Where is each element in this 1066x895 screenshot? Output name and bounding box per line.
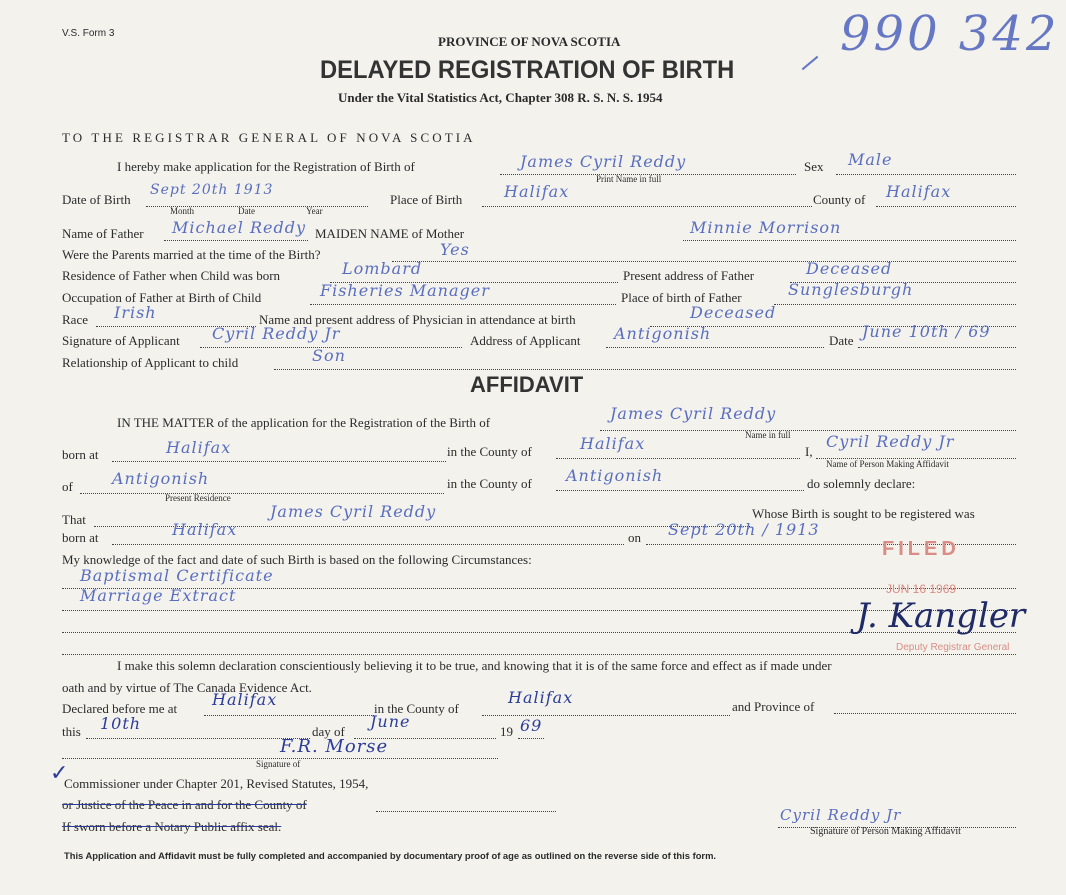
this-line — [86, 738, 310, 739]
signature-value: Cyril Reddy Jr — [212, 324, 341, 343]
residence-caption: Present Residence — [165, 493, 231, 503]
notary-line: If sworn before a Notary Public affix seal. — [62, 819, 282, 834]
county-of-2-label: in the County of — [447, 476, 532, 491]
solemn-declaration-line-1: I make this solemn declaration conscientiously believing it to be true, and knowing that it is of the same force and effect as if made under — [117, 658, 832, 673]
footer-note: This Application and Affidavit must be fully completed and accompanied by documentary proof of age as outlined on the reverse side of this form. — [64, 850, 717, 861]
mother-label: MAIDEN NAME of Mother — [315, 226, 465, 241]
that-value: James Cyril Reddy — [270, 502, 437, 521]
affidavit-matter: IN THE MATTER of the application for the Registration of the Birth of — [117, 415, 491, 430]
affiant-signature: Cyril Reddy Jr — [780, 806, 902, 824]
affidavit-heading: AFFIDAVIT — [470, 372, 584, 397]
county-line — [876, 206, 1016, 207]
affiant-caption: Name of Person Making Affidavit — [826, 459, 949, 469]
father-value: Michael Reddy — [172, 218, 307, 237]
registrar-signature: J. Kangler — [856, 596, 1026, 636]
justice-line: or Justice of the Peace in and for the County of — [62, 797, 307, 812]
residence-label: Residence of Father when Child was born — [62, 268, 281, 283]
form-subtitle: Under the Vital Statistics Act, Chapter 308 R. S. N. S. 1954 — [338, 90, 663, 105]
form-number: V.S. Form 3 — [62, 28, 115, 39]
day-of-value: June — [370, 712, 411, 731]
residence-value: Lombard — [342, 259, 423, 278]
present-address-label: Present address of Father — [623, 268, 755, 283]
relationship-line — [274, 369, 1016, 370]
that-label: That — [62, 512, 86, 527]
circumstance-line-4 — [62, 654, 1016, 655]
year-caption: Year — [306, 206, 323, 216]
married-value: Yes — [440, 240, 470, 259]
county-label: County of — [813, 192, 866, 207]
declared-line — [204, 715, 374, 716]
father-line — [164, 240, 308, 241]
affiant-name-value: Cyril Reddy Jr — [826, 432, 955, 451]
commissioner-signature: F.R. Morse — [280, 736, 389, 757]
dob-label: Date of Birth — [62, 192, 131, 207]
father-birthplace-value: Sunglesburgh — [788, 280, 914, 299]
date-label: Date — [829, 333, 854, 348]
province-of-line — [834, 713, 1016, 714]
declared-label: Declared before me at — [62, 701, 178, 716]
sex-label: Sex — [804, 159, 824, 174]
county-of-line — [556, 458, 800, 459]
dob-value: Sept 20th 1913 — [150, 182, 274, 198]
applicant-address-value: Antigonish — [614, 324, 712, 343]
occupation-line — [310, 304, 616, 305]
check-mark-icon: ✓ — [50, 760, 69, 785]
born-at-label: born at — [62, 447, 99, 462]
sex-value: Male — [848, 150, 893, 169]
affiant-i-label: I, — [805, 444, 813, 459]
on-line — [646, 544, 1016, 545]
county-of-3-label: in the County of — [374, 701, 459, 716]
circumstance-2: Marriage Extract — [80, 586, 237, 605]
month-caption: Month — [170, 206, 195, 216]
knowledge-text: My knowledge of the fact and date of such Birth is based on the following Circumstances: — [62, 552, 532, 567]
on-label: on — [628, 530, 641, 545]
physician-label: Name and present address of Physician in attendance at birth — [259, 312, 576, 327]
married-label: Were the Parents married at the time of the Birth? — [62, 247, 321, 262]
applicant-address-label: Address of Applicant — [470, 333, 581, 348]
occupation-value: Fisheries Manager — [320, 281, 490, 300]
county-of-value: Halifax — [580, 434, 646, 453]
this-label: this — [62, 724, 81, 739]
born-at-line — [112, 461, 446, 462]
declared-value: Halifax — [212, 690, 278, 709]
born-at-value: Halifax — [166, 438, 232, 457]
county-of-2-value: Antigonish — [566, 466, 664, 485]
relationship-label: Relationship of Applicant to child — [62, 355, 239, 370]
mother-line — [683, 240, 1016, 241]
circumstance-1: Baptismal Certificate — [80, 566, 274, 585]
date-line — [858, 347, 1016, 348]
father-birthplace-line — [774, 304, 1016, 305]
married-line — [392, 261, 1016, 262]
year-line — [518, 738, 544, 739]
place-line — [482, 206, 812, 207]
day-of-label: day of — [312, 724, 345, 739]
commissioner-line: Commissioner under Chapter 201, Revised Statutes, 1954, — [64, 776, 369, 791]
year-prefix: 19 — [500, 724, 513, 739]
father-birthplace-label: Place of birth of Father — [621, 290, 742, 305]
of-label: of — [62, 479, 73, 494]
physician-value: Deceased — [690, 303, 777, 322]
form-title: DELAYED REGISTRATION OF BIRTH — [320, 56, 735, 84]
applicant-child-name: James Cyril Reddy — [520, 152, 687, 171]
whose-birth-text: Whose Birth is sought to be registered was — [752, 506, 975, 521]
sex-line — [836, 174, 1016, 175]
province-heading: PROVINCE OF NOVA SCOTIA — [438, 34, 621, 49]
name-caption: Name in full — [745, 430, 791, 440]
applicant-address-line — [606, 347, 824, 348]
county-value: Halifax — [886, 182, 952, 201]
solemn-declaration-line-2: oath and by virtue of The Canada Evidence Act. — [62, 680, 312, 695]
date-value: June 10th / 69 — [862, 322, 991, 341]
place-label: Place of Birth — [390, 192, 463, 207]
justice-county-line — [376, 811, 556, 812]
place-value: Halifax — [504, 182, 570, 201]
county-of-2-line — [556, 490, 804, 491]
signature-label: Signature of Applicant — [62, 333, 180, 348]
filed-date-stamp: JUN 16 1969 — [886, 582, 957, 596]
matter-line — [600, 430, 1016, 431]
date-caption: Date — [238, 206, 255, 216]
registrar-caption: Deputy Registrar General — [896, 642, 1010, 653]
county-of-3-value: Halifax — [508, 688, 574, 707]
addressee: TO THE REGISTRAR GENERAL OF NOVA SCOTIA — [62, 130, 476, 145]
on-value: Sept 20th / 1913 — [668, 520, 820, 539]
relationship-value: Son — [312, 346, 346, 365]
check-mark — [802, 56, 819, 70]
application-intro: I hereby make application for the Registration of Birth of — [117, 159, 415, 174]
this-value: 10th — [100, 714, 142, 733]
father-label: Name of Father — [62, 226, 144, 241]
province-of-label: and Province of — [732, 699, 815, 714]
registration-number: 990 342 — [840, 6, 1060, 62]
race-label: Race — [62, 312, 88, 327]
occupation-label: Occupation of Father at Birth of Child — [62, 290, 262, 305]
filed-stamp: FILED — [882, 538, 960, 560]
of-value: Antigonish — [112, 469, 210, 488]
born-at-2-value: Halifax — [172, 520, 238, 539]
declare-text: do solemnly declare: — [807, 476, 916, 491]
race-value: Irish — [114, 303, 157, 322]
present-address-value: Deceased — [806, 259, 893, 278]
year-value: 69 — [520, 716, 543, 735]
county-of-label: in the County of — [447, 444, 532, 459]
mother-value: Minnie Morrison — [690, 218, 842, 237]
born-at-2-line — [112, 544, 624, 545]
print-name-caption: Print Name in full — [596, 174, 662, 184]
of-line — [80, 493, 444, 494]
affiant-signature-caption: Signature of Person Making Affidavit — [810, 826, 961, 837]
affidavit-matter-value: James Cyril Reddy — [610, 404, 777, 423]
signature-of-caption: Signature of — [256, 759, 301, 769]
born-at-2-label: born at — [62, 530, 99, 545]
